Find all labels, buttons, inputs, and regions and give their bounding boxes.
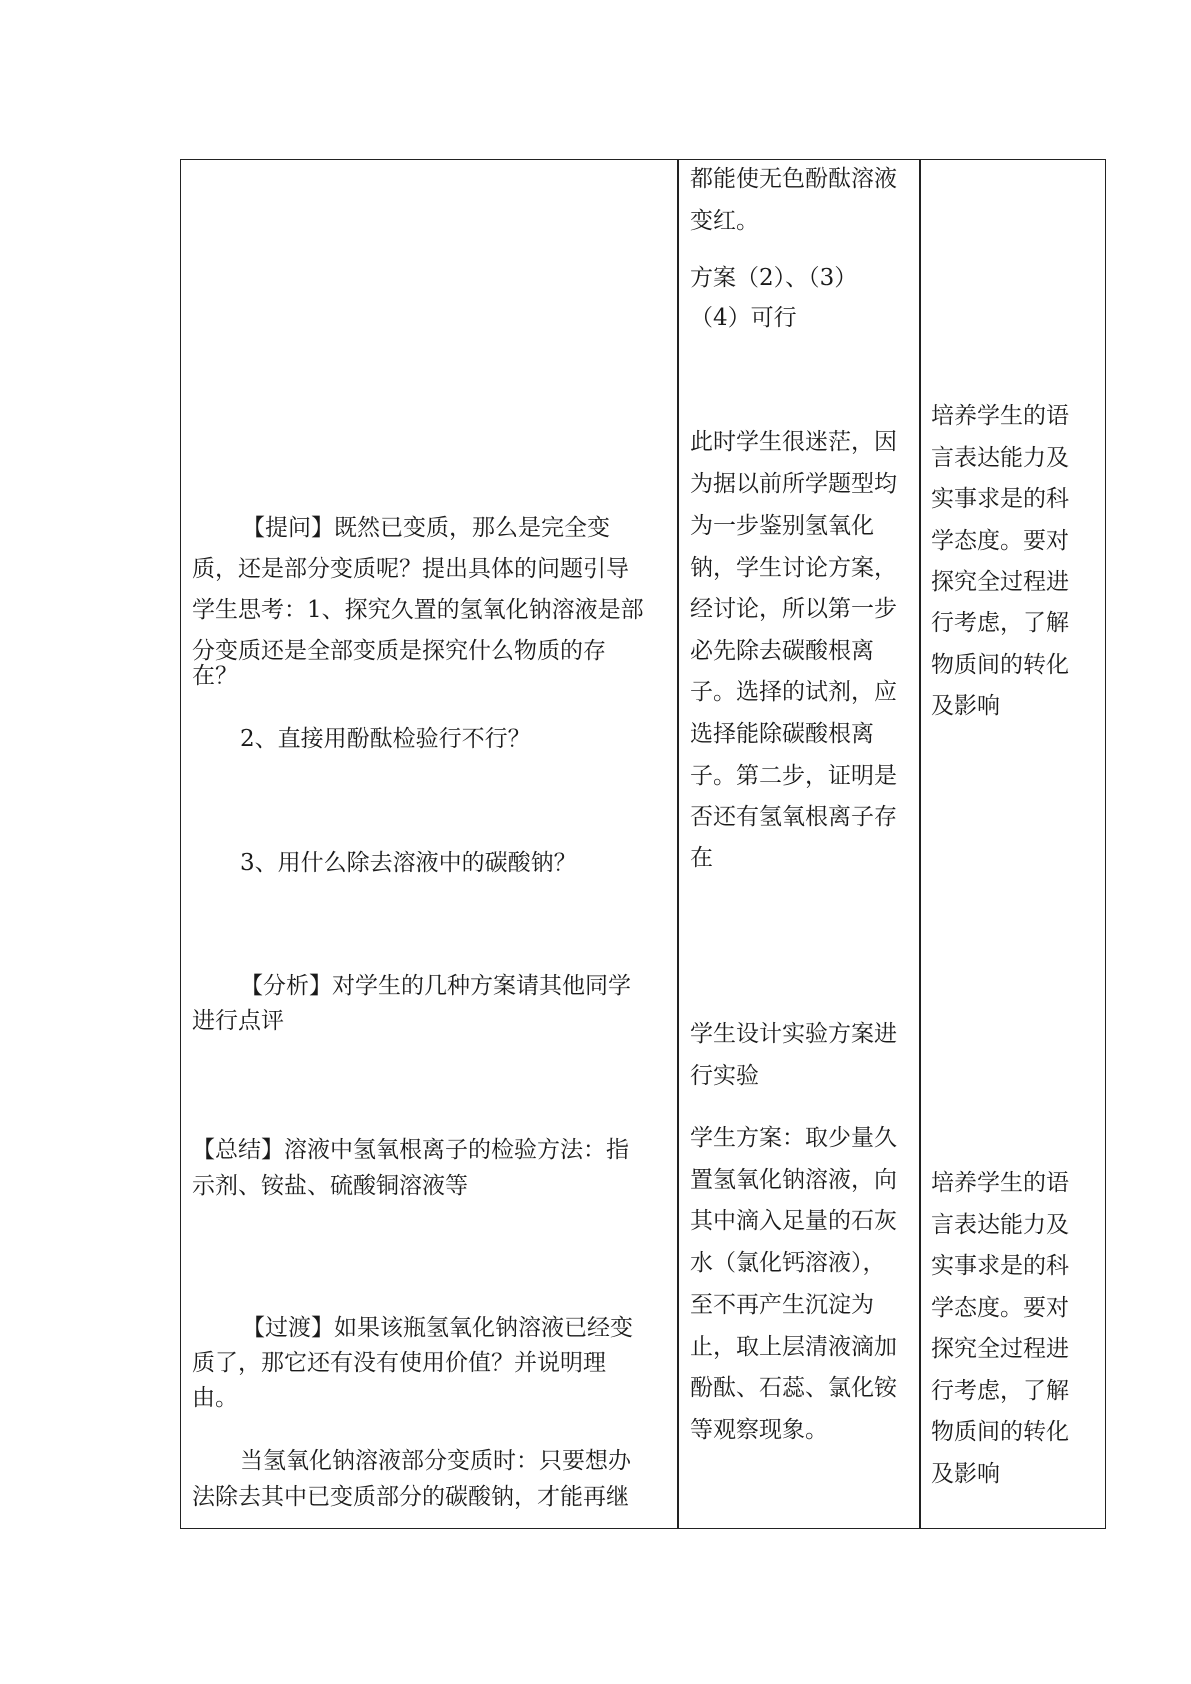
text-line: 至不再产生沉淀为 (690, 1292, 874, 1318)
text-line: 行考虑，了解 (931, 1378, 1069, 1404)
text-line: 分变质还是全部变质是探究什么物质的存 (192, 638, 606, 664)
text-line: 法除去其中已变质部分的碳酸钠，才能再继 (192, 1484, 629, 1510)
text-line: 学态度。要对 (931, 1295, 1069, 1321)
text-line: 学生思考：1、探究久置的氢氧化钠溶液是部 (192, 597, 644, 623)
text-line: 当氢氧化钠溶液部分变质时：只要想办 (240, 1448, 631, 1474)
column-divider (677, 160, 679, 1528)
question-2: 2、直接用酚酞检验行不行？ (240, 726, 531, 752)
text-line: 在？ (192, 663, 238, 689)
text-line: 学生方案：取少量久 (690, 1125, 897, 1151)
text-line: 在 (690, 845, 713, 871)
text-line: 此时学生很迷茫，因 (690, 429, 897, 455)
text-line: 选择能除碳酸根离 (690, 721, 874, 747)
text-line: 经讨论，所以第一步 (690, 596, 897, 622)
text-line: 示剂、铵盐、硫酸铜溶液等 (192, 1173, 468, 1199)
text-line: 变红。 (690, 208, 759, 234)
text-line: 质，还是部分变质呢？提出具体的问题引导 (192, 556, 629, 582)
text-line: 探究全过程进 (931, 1336, 1069, 1362)
text-line: 【总结】溶液中氢氧根离子的检验方法：指 (192, 1137, 629, 1163)
text-line: 【提问】既然已变质，那么是完全变 (242, 515, 610, 541)
text-line: 物质间的转化 (931, 1419, 1069, 1445)
text-line: 行考虑，了解 (931, 610, 1069, 636)
text-line: 物质间的转化 (931, 652, 1069, 678)
text-line: 及影响 (931, 1461, 1000, 1487)
text-line: 实事求是的科 (931, 486, 1069, 512)
text-line: 否还有氢氧根离子存 (690, 804, 897, 830)
text-line: 实事求是的科 (931, 1253, 1069, 1279)
text-line: 探究全过程进 (931, 569, 1069, 595)
text-line: 言表达能力及 (931, 445, 1069, 471)
text-line: 言表达能力及 (931, 1212, 1069, 1238)
text-line: 【过渡】如果该瓶氢氧化钠溶液已经变 (242, 1315, 633, 1341)
text-line: 水（氯化钙溶液）， (690, 1250, 886, 1276)
text-line: 酚酞、石蕊、氯化铵 (690, 1375, 897, 1401)
text-line: 钠，学生讨论方案， (690, 555, 897, 581)
text-line: 方案（2）、（3） (690, 265, 858, 291)
text-line: 为一步鉴别氢氧化 (690, 513, 874, 539)
text-line: 等观察现象。 (690, 1417, 828, 1443)
text-line: 止，取上层清液滴加 (690, 1334, 897, 1360)
text-line: 为据以前所学题型均 (690, 471, 897, 497)
text-line: 置氢氧化钠溶液，向 (690, 1167, 897, 1193)
text-line: 培养学生的语 (931, 1170, 1069, 1196)
text-line: 及影响 (931, 693, 1000, 719)
text-line: 【分析】对学生的几种方案请其他同学 (240, 973, 631, 999)
column-divider (919, 160, 921, 1528)
text-line: 质了，那它还有没有使用价值？并说明理 (192, 1350, 606, 1376)
text-line: 其中滴入足量的石灰 (690, 1208, 897, 1234)
text-line: 子。选择的试剂，应 (690, 679, 897, 705)
text-line: 由。 (192, 1385, 238, 1411)
text-line: 学态度。要对 (931, 528, 1069, 554)
text-line: 子。第二步，证明是 (690, 763, 897, 789)
text-line: 行实验 (690, 1063, 759, 1089)
text-line: 都能使无色酚酞溶液 (690, 166, 897, 192)
text-line: 培养学生的语 (931, 403, 1069, 429)
text-line: （4）可行 (690, 305, 797, 331)
text-line: 必先除去碳酸根离 (690, 638, 874, 664)
text-line: 进行点评 (192, 1008, 284, 1034)
question-3: 3、用什么除去溶液中的碳酸钠？ (240, 850, 577, 876)
text-line: 学生设计实验方案进 (690, 1021, 897, 1047)
